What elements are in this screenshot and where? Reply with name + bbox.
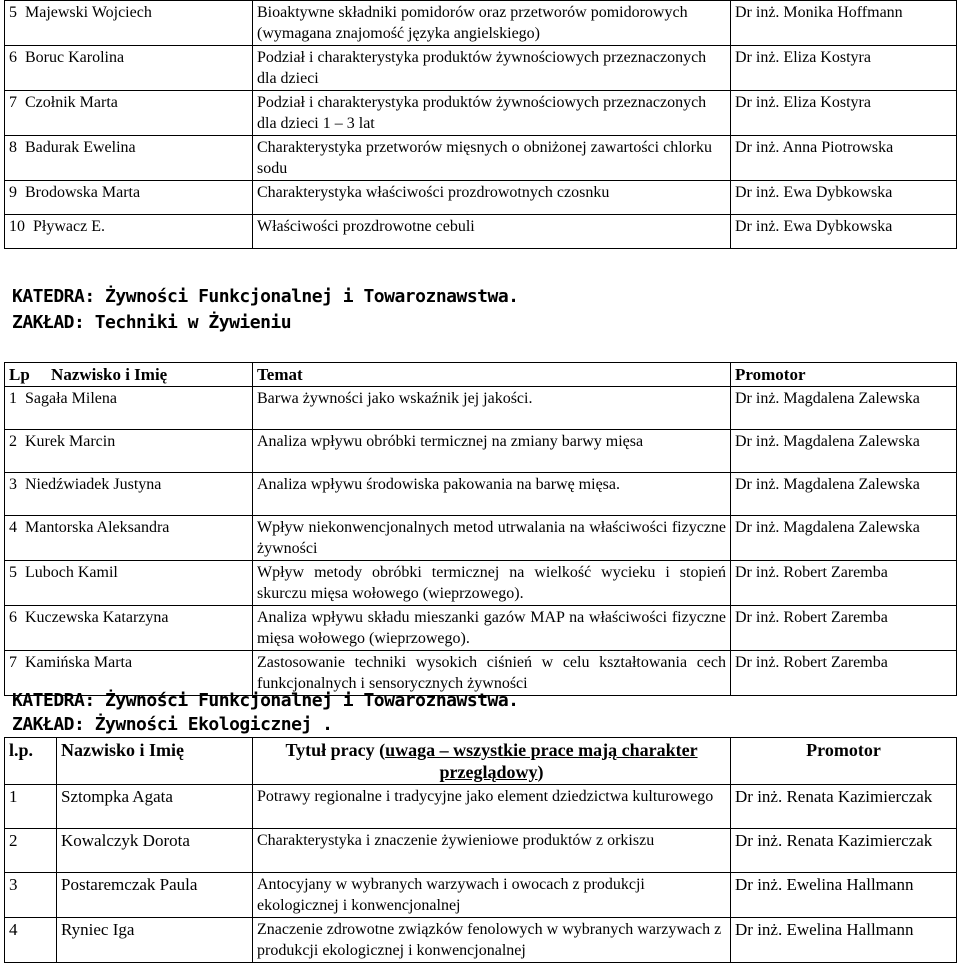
row-name: Sagała Milena: [25, 390, 117, 407]
row-promotor: Dr inż. Magdalena Zalewska: [731, 430, 957, 473]
row-name: Postaremczak Paula: [57, 873, 253, 918]
header-topic-prefix: Tytuł pracy (: [285, 740, 386, 760]
row-promotor: Dr inż. Renata Kazimierczak: [731, 785, 957, 829]
row-lp: 4: [9, 519, 17, 536]
table-row: [5, 651, 957, 696]
header-topic: Temat: [257, 365, 303, 384]
row-lp: 1: [9, 390, 17, 407]
katedra-heading-2: KATEDRA: Żywności Funkcjonalnej i Towaroznawstwa.: [12, 690, 519, 711]
row-lp: 6: [9, 609, 17, 626]
row-name: Mantorska Aleksandra: [25, 519, 170, 536]
row-promotor: Dr inż. Robert Zaremba: [731, 651, 957, 696]
table-row: [5, 46, 957, 91]
row-promotor: Dr inż. Magdalena Zalewska: [731, 516, 957, 561]
row-topic: Analiza wpływu środowiska pakowania na barwę mięsa.: [253, 473, 731, 516]
table-row: [5, 91, 957, 136]
row-lp: 4: [5, 918, 57, 963]
row-lp: 7: [9, 654, 17, 671]
zaklad-heading-1: ZAKŁAD: Techniki w Żywieniu: [12, 312, 292, 333]
lp-name-cell: [5, 1, 253, 46]
row-promotor: Dr inż. Eliza Kostyra: [731, 46, 957, 91]
row-topic: Charakterystyka i znaczenie żywieniowe produktów z orkiszu: [253, 829, 731, 873]
lp-name-cell: [5, 651, 253, 696]
row-promotor: Dr inż. Ewa Dybkowska: [731, 215, 957, 249]
table-row: [5, 918, 957, 963]
row-promotor: Dr inż. Ewelina Hallmann: [731, 918, 957, 963]
row-name: Majewski Wojciech: [25, 4, 152, 21]
row-lp: 2: [9, 433, 17, 450]
thesis-table-1: [4, 0, 957, 249]
row-name: Boruc Karolina: [25, 49, 125, 66]
table-header-row: [5, 738, 957, 785]
lp-name-cell: [5, 215, 253, 249]
header-topic-note: uwaga – wszystkie prace mają charakter przeglądowy: [385, 740, 698, 782]
lp-name-cell: [5, 561, 253, 606]
katedra-heading-1: KATEDRA: Żywności Funkcjonalnej i Towaroznawstwa.: [12, 286, 519, 307]
row-topic: Analiza wpływu obróbki termicznej na zmiany barwy mięsa: [253, 430, 731, 473]
row-lp: 8: [9, 139, 17, 156]
row-topic: Podział i charakterystyka produktów żywnościowych przeznaczonych dla dzieci 1 – 3 lat: [253, 91, 731, 136]
row-topic: Zastosowanie techniki wysokich ciśnień w celu kształtowania cech funkcjonalnych i sensorycznych żywności: [253, 651, 731, 696]
lp-name-cell: [5, 91, 253, 136]
row-lp: 7: [9, 94, 17, 111]
row-lp: 5: [9, 4, 17, 21]
header-topic-suffix: ): [537, 762, 544, 782]
row-name: Pływacz E.: [33, 218, 105, 235]
row-name: Sztompka Agata: [57, 785, 253, 829]
header-promotor: Promotor: [731, 738, 957, 785]
row-name: Brodowska Marta: [25, 184, 141, 201]
header-lp: Lp: [9, 365, 30, 384]
row-lp: 1: [5, 785, 57, 829]
row-topic: Potrawy regionalne i tradycyjne jako element dziedzictwa kulturowego: [253, 785, 731, 829]
table-row: [5, 215, 957, 249]
row-lp: 6: [9, 49, 17, 66]
header-promotor-cell: [731, 363, 957, 387]
row-promotor: Dr inż. Anna Piotrowska: [731, 136, 957, 181]
row-topic: Antocyjany w wybranych warzywach i owocach z produkcji ekologicznej i konwencjonalnej: [253, 873, 731, 918]
row-name: Kurek Marcin: [25, 433, 116, 450]
row-promotor: Dr inż. Eliza Kostyra: [731, 91, 957, 136]
row-promotor: Dr inż. Robert Zaremba: [731, 606, 957, 651]
row-promotor: Dr inż. Renata Kazimierczak: [731, 829, 957, 873]
lp-name-cell: [5, 606, 253, 651]
header-topic: [253, 738, 731, 785]
table-header-row: [5, 363, 957, 387]
header-name: Nazwisko i Imię: [57, 738, 253, 785]
table-row: [5, 181, 957, 215]
table-row: [5, 430, 957, 473]
lp-name-cell: [5, 387, 253, 430]
row-topic: Podział i charakterystyka produktów żywnościowych przeznaczonych dla dzieci: [253, 46, 731, 91]
table-row: [5, 873, 957, 918]
row-name: Niedźwiadek Justyna: [25, 476, 162, 493]
row-topic: Bioaktywne składniki pomidorów oraz przetworów pomidorowych (wymagana znajomość języka angielskiego): [253, 1, 731, 46]
header-promotor: Promotor: [735, 365, 806, 384]
row-name: Kowalczyk Dorota: [57, 829, 253, 873]
thesis-table-3: [4, 737, 957, 963]
table-row: [5, 136, 957, 181]
row-promotor: Dr inż. Ewa Dybkowska: [731, 181, 957, 215]
row-promotor: Dr inż. Monika Hoffmann: [731, 1, 957, 46]
table-row: [5, 473, 957, 516]
table-row: [5, 387, 957, 430]
row-topic: Znaczenie zdrowotne związków fenolowych w wybranych warzywach z produkcji ekologicznej i konwencjonalnej: [253, 918, 731, 963]
thesis-table-2: [4, 362, 957, 696]
table-row: [5, 785, 957, 829]
row-name: Kamińska Marta: [25, 654, 133, 671]
row-lp: 3: [5, 873, 57, 918]
zaklad-heading-2: ZAKŁAD: Żywności Ekologicznej .: [12, 714, 333, 735]
lp-name-cell: [5, 516, 253, 561]
header-lp: l.p.: [5, 738, 57, 785]
lp-name-cell: [5, 136, 253, 181]
row-name: Badurak Ewelina: [25, 139, 136, 156]
row-lp: 5: [9, 564, 17, 581]
table-row: [5, 1, 957, 46]
row-name: Luboch Kamil: [25, 564, 118, 581]
table-row: [5, 516, 957, 561]
row-lp: 10: [9, 218, 25, 235]
table-row: [5, 606, 957, 651]
row-promotor: Dr inż. Ewelina Hallmann: [731, 873, 957, 918]
header-name: Nazwisko i Imię: [51, 365, 168, 384]
row-lp: 2: [5, 829, 57, 873]
table-row: [5, 561, 957, 606]
row-topic: Charakterystyka przetworów mięsnych o obniżonej zawartości chlorku sodu: [253, 136, 731, 181]
row-topic: Barwa żywności jako wskaźnik jej jakości.: [253, 387, 731, 430]
lp-name-cell: [5, 430, 253, 473]
row-topic: Wpływ metody obróbki termicznej na wielkość wycieku i stopień skurczu mięsa wołowego (wieprzowego).: [253, 561, 731, 606]
row-lp: 9: [9, 184, 17, 201]
row-topic: Wpływ niekonwencjonalnych metod utrwalania na właściwości fizyczne żywności: [253, 516, 731, 561]
row-name: Czołnik Marta: [25, 94, 118, 111]
header-lp-name: [5, 363, 253, 387]
row-topic: Charakterystyka właściwości prozdrowotnych czosnku: [253, 181, 731, 215]
row-topic: Właściwości prozdrowotne cebuli: [253, 215, 731, 249]
row-lp: 3: [9, 476, 17, 493]
lp-name-cell: [5, 46, 253, 91]
table-row: [5, 829, 957, 873]
row-name: Kuczewska Katarzyna: [25, 609, 169, 626]
row-promotor: Dr inż. Magdalena Zalewska: [731, 387, 957, 430]
row-name: Ryniec Iga: [57, 918, 253, 963]
row-topic: Analiza wpływu składu mieszanki gazów MAP na właściwości fizyczne mięsa wołowego (wieprzowego).: [253, 606, 731, 651]
row-promotor: Dr inż. Robert Zaremba: [731, 561, 957, 606]
lp-name-cell: [5, 181, 253, 215]
header-topic-cell: [253, 363, 731, 387]
row-promotor: Dr inż. Magdalena Zalewska: [731, 473, 957, 516]
lp-name-cell: [5, 473, 253, 516]
